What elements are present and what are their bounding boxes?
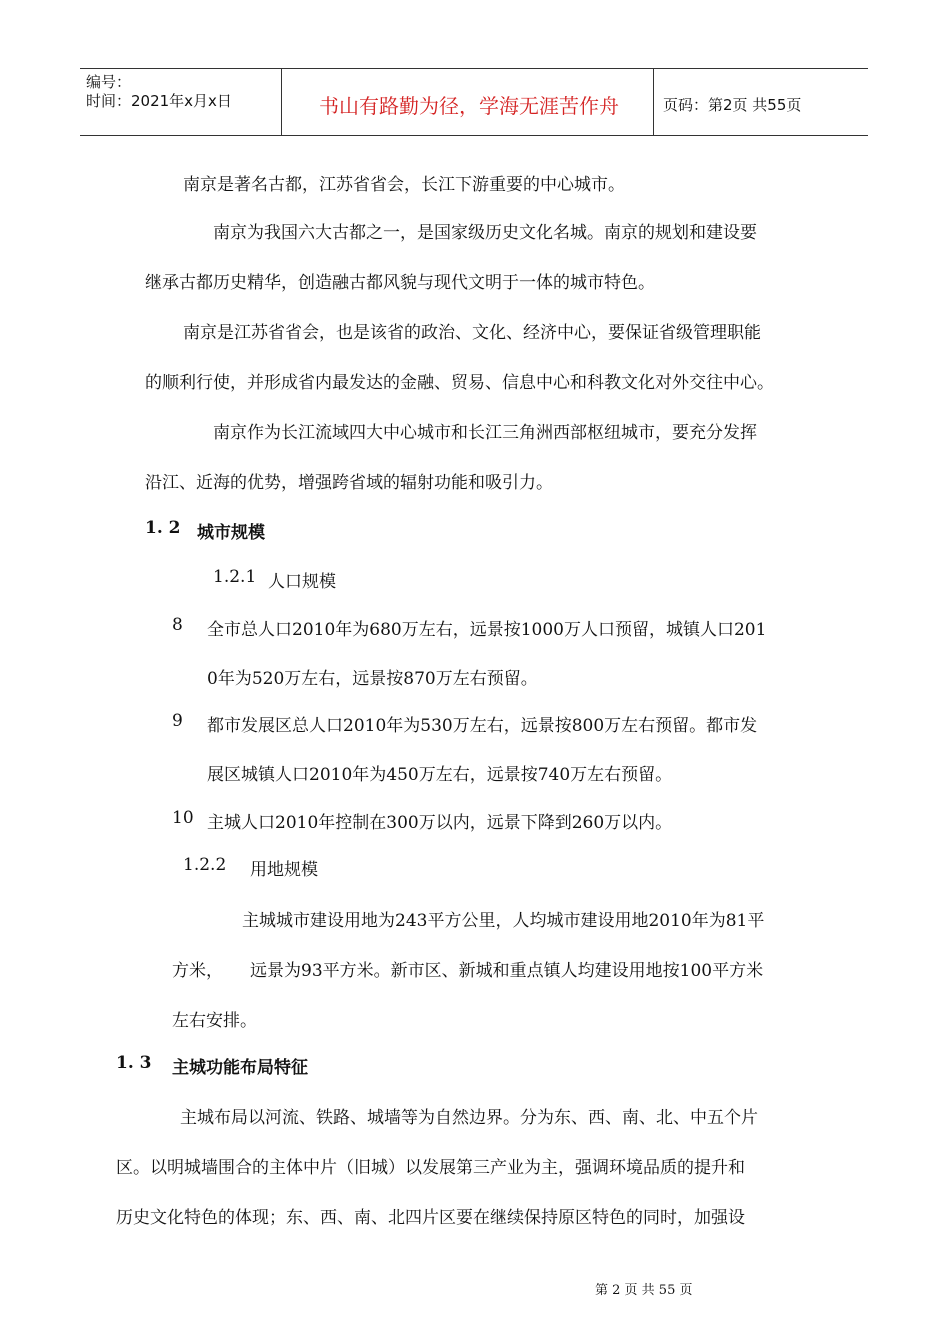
list-item-10-line-1: 主城人口2010年控制在300万以内，远景下降到260万以内。	[207, 813, 673, 833]
section-1-2-2-number: 1.2.2	[183, 855, 227, 875]
header-top-border	[80, 68, 868, 69]
section-1-2-1-title: 人口规模	[268, 572, 336, 592]
serial-label: 编号：	[86, 73, 132, 91]
list-item-8-number: 8	[172, 615, 183, 635]
paragraph-3-line-1: 南京是江苏省省会，也是该省的政治、文化、经济中心，要保证省级管理职能	[183, 323, 761, 343]
paragraph-6-line-3: 历史文化特色的体现；东、西、南、北四片区要在继续保持原区特色的同时，加强设	[116, 1208, 745, 1228]
paragraph-5-line-1: 主城城市建设用地为243平方公里，人均城市建设用地2010年为81平	[242, 911, 765, 931]
paragraph-6-line-1: 主城布局以河流、铁路、城墙等为自然边界。分为东、西、南、北、中五个片	[180, 1108, 758, 1128]
list-item-9-line-1: 都市发展区总人口2010年为530万左右，远景按800万左右预留。都市发	[207, 716, 758, 736]
section-1-2-number: 1. 2	[145, 518, 181, 538]
paragraph-2-line-1: 南京为我国六大古都之一，是国家级历史文化名城。南京的规划和建设要	[213, 223, 757, 243]
paragraph-2-line-2: 继承古都历史精华，创造融古都风貌与现代文明于一体的城市特色。	[145, 273, 655, 293]
list-item-10-number: 10	[172, 808, 194, 828]
header-page-info: 页码：第2页 共55页	[663, 96, 802, 114]
header-table	[80, 68, 868, 136]
paragraph-5-line-3: 左右安排。	[172, 1011, 257, 1031]
header-bottom-border	[80, 135, 868, 136]
section-1-2-2-title: 用地规模	[250, 860, 318, 880]
list-item-8-line-1: 全市总人口2010年为680万左右，远景按1000万人口预留，城镇人口201	[207, 620, 767, 640]
section-1-3-title: 主城功能布局特征	[172, 1058, 308, 1078]
paragraph-6-line-2: 区。以明城墙围合的主体中片（旧城）以发展第三产业为主，强调环境品质的提升和	[116, 1158, 745, 1178]
time-label: 时间：2021年x月x日	[86, 92, 232, 110]
list-item-9-number: 9	[172, 711, 183, 731]
paragraph-4-line-1: 南京作为长江流域四大中心城市和长江三角洲西部枢纽城市，要充分发挥	[213, 423, 757, 443]
header-divider-left	[281, 68, 282, 136]
paragraph-5-line-2-start: 方米，	[172, 961, 223, 981]
list-item-8-line-2: 0年为520万左右，远景按870万左右预留。	[207, 669, 538, 689]
paragraph-5-line-2-rest: 远景为93平方米。新市区、新城和重点镇人均建设用地按100平方米	[250, 961, 764, 981]
paragraph-1: 南京是著名古都，江苏省省会，长江下游重要的中心城市。	[183, 175, 625, 195]
section-1-3-number: 1. 3	[116, 1053, 152, 1073]
section-1-2-title: 城市规模	[197, 523, 265, 543]
list-item-9-line-2: 展区城镇人口2010年为450万左右，远景按740万左右预留。	[207, 765, 673, 785]
header-motto: 书山有路勤为径，学海无涯苦作舟	[319, 94, 619, 118]
section-1-2-1-number: 1.2.1	[213, 567, 257, 587]
paragraph-4-line-2: 沿江、近海的优势，增强跨省域的辐射功能和吸引力。	[145, 473, 553, 493]
paragraph-3-line-2: 的顺利行使，并形成省内最发达的金融、贸易、信息中心和科教文化对外交往中心。	[145, 373, 774, 393]
footer-page-number: 第 2 页 共 55 页	[595, 1283, 693, 1298]
